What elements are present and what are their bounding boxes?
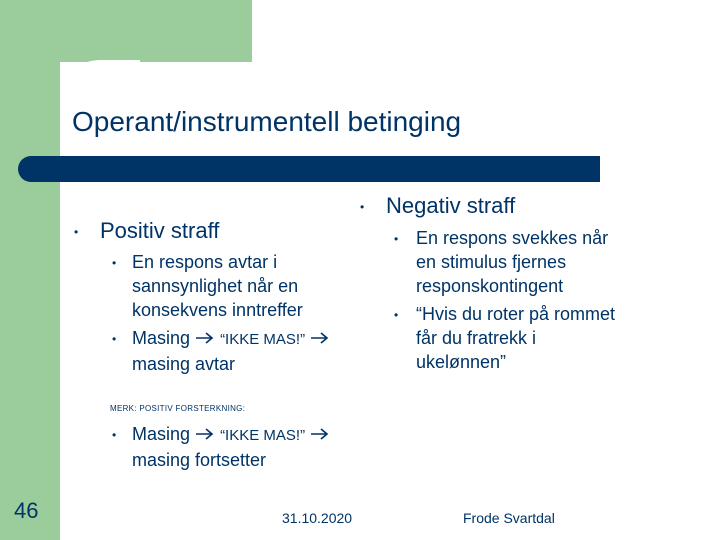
left-heading: Positiv straff [100, 218, 220, 243]
left-point-1-line: konsekvens inntreffer [132, 300, 303, 320]
bullet-icon: • [360, 200, 365, 214]
bullet-icon: • [394, 308, 399, 322]
right-point-2-line: får du fratrekk i [416, 328, 537, 348]
right-point-1-line: en stimulus fjernes [416, 252, 567, 272]
bullet-icon: • [112, 332, 117, 346]
left-note-point [132, 422, 330, 472]
right-point-2 [416, 302, 615, 374]
left-point-1 [132, 250, 303, 322]
arrow-right-icon [310, 331, 330, 345]
footer-author: Frode Svartdal [463, 510, 555, 526]
left-point-2-part1: Masing [132, 328, 191, 348]
bullet-icon: • [112, 428, 117, 442]
right-point-2-line: ukelønnen” [416, 352, 507, 372]
left-point-2-part2: “IKKE MAS!” [220, 331, 306, 348]
right-point-1 [416, 226, 608, 298]
left-note: MERK: POSITIV FORSTERKNING: [110, 404, 246, 413]
right-point-1-line: En respons svekkes når [416, 228, 609, 248]
title-underline-bar [18, 156, 600, 182]
right-heading: Negativ straff [386, 193, 516, 218]
bullet-icon: • [112, 256, 117, 270]
footer-date: 31.10.2020 [282, 510, 353, 526]
right-point-1-line: responskontingent [416, 276, 564, 296]
arrow-right-icon [310, 427, 330, 441]
decor-green-left [0, 0, 60, 540]
bullet-icon: • [74, 225, 79, 239]
left-point-1-line: sannsynlighet når en [132, 276, 299, 296]
left-point-2 [132, 326, 330, 376]
left-note-point-line2: masing fortsetter [132, 450, 267, 470]
left-point-1-line: En respons avtar i [132, 252, 278, 272]
right-point-2-line: “Hvis du roter på rommet [416, 304, 616, 324]
left-point-2-line2: masing avtar [132, 354, 236, 374]
arrow-right-icon [195, 331, 215, 345]
bullet-icon: • [394, 232, 399, 246]
slide-number: 46 [14, 498, 39, 523]
arrow-right-icon [195, 427, 215, 441]
left-note-point-part1: Masing [132, 424, 191, 444]
slide-title: Operant/instrumentell betinging [72, 106, 462, 137]
left-note-point-part2: “IKKE MAS!” [220, 427, 306, 444]
